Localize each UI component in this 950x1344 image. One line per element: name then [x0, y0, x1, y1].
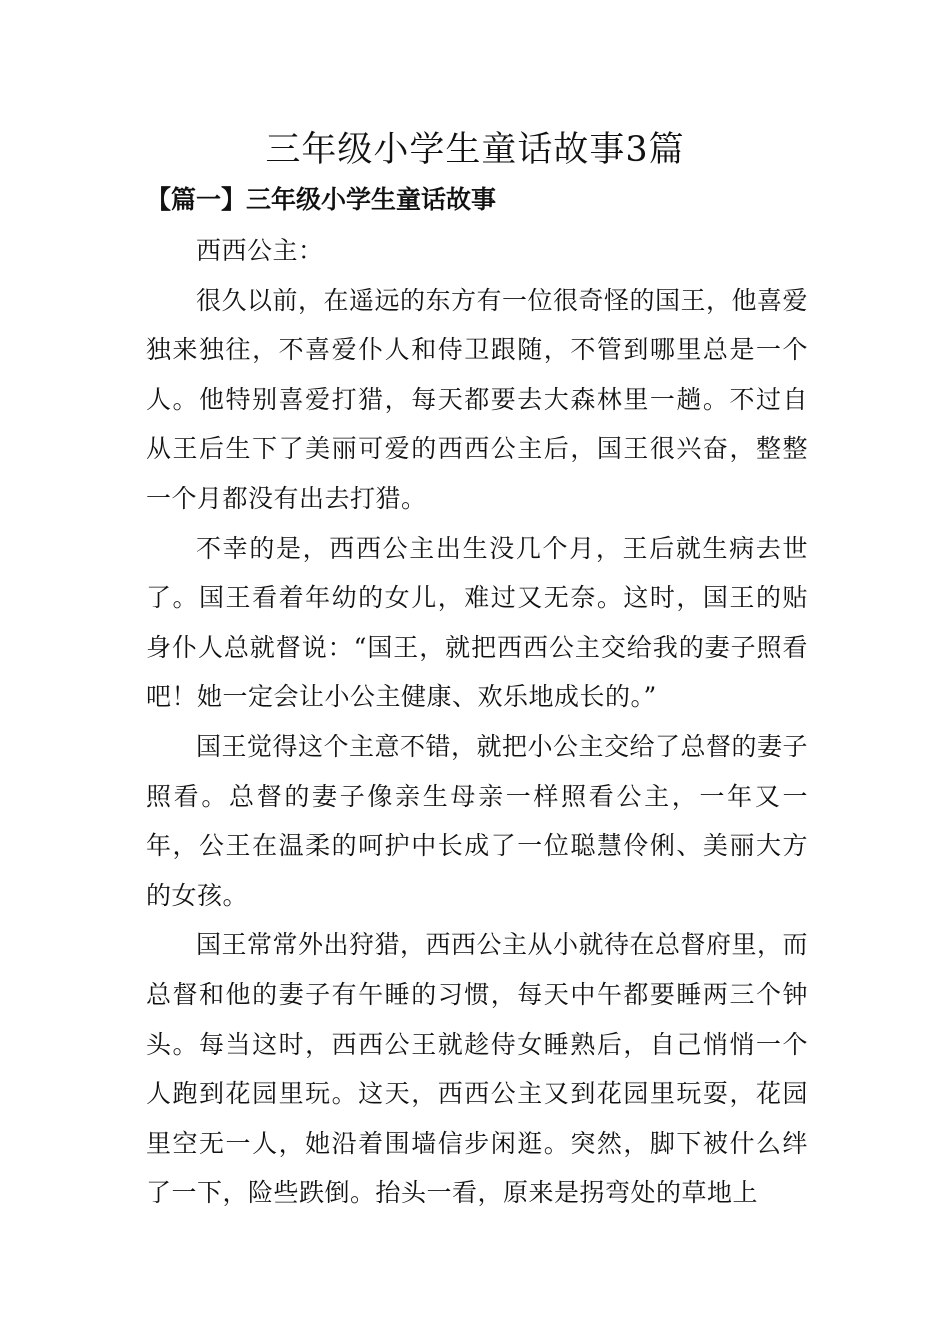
story-paragraph: 西西公主： [196, 236, 324, 265]
document-title: 三年级小学生童话故事3篇 [265, 130, 685, 170]
section-heading: 【篇一】三年级小学生童话故事 [146, 185, 497, 214]
story-paragraph: 不幸的是，西西公主出生没几个月，王后就生病去世了。国王看着年幼的女儿，难过又无奈。这时，国王的贴身仆人总就督说：“国王，就把西西公主交给我的妻子照看吧！她一定会让小公主健康、欢乐地成长的。” [146, 533, 808, 712]
story-paragraph: 国王常常外出狩猎，西西公主从小就待在总督府里，而总督和他的妻子有午睡的习惯，每天中午都要睡两三个钟头。每当这时，西西公王就趁侍女睡熟后，自己悄悄一个人跑到花园里玩。这天，西西公主又到花园里玩耍，花园里空无一人，她沿着围墙信步闲逛。突然，脚下被什么绊了一下，险些跌倒。抬头一看，原来是拐弯处的草地上 [146, 930, 809, 1208]
story-paragraph: 国王觉得这个主意不错，就把小公主交给了总督的妻子照看。总督的妻子像亲生母亲一样照看公主，一年又一年，公王在温柔的呵护中长成了一位聪慧伶俐、美丽大方的女孩。 [146, 731, 809, 910]
story-paragraph: 很久以前，在遥远的东方有一位很奇怪的国王，他喜爱独来独往，不喜爱仆人和侍卫跟随，不管到哪里总是一个人。他特别喜爱打猎，每天都要去大森林里一趟。不过自从王后生下了美丽可爱的西西公主后，国王很兴奋，整整一个月都没有出去打猎。 [146, 285, 809, 513]
story-body [146, 226, 808, 1218]
